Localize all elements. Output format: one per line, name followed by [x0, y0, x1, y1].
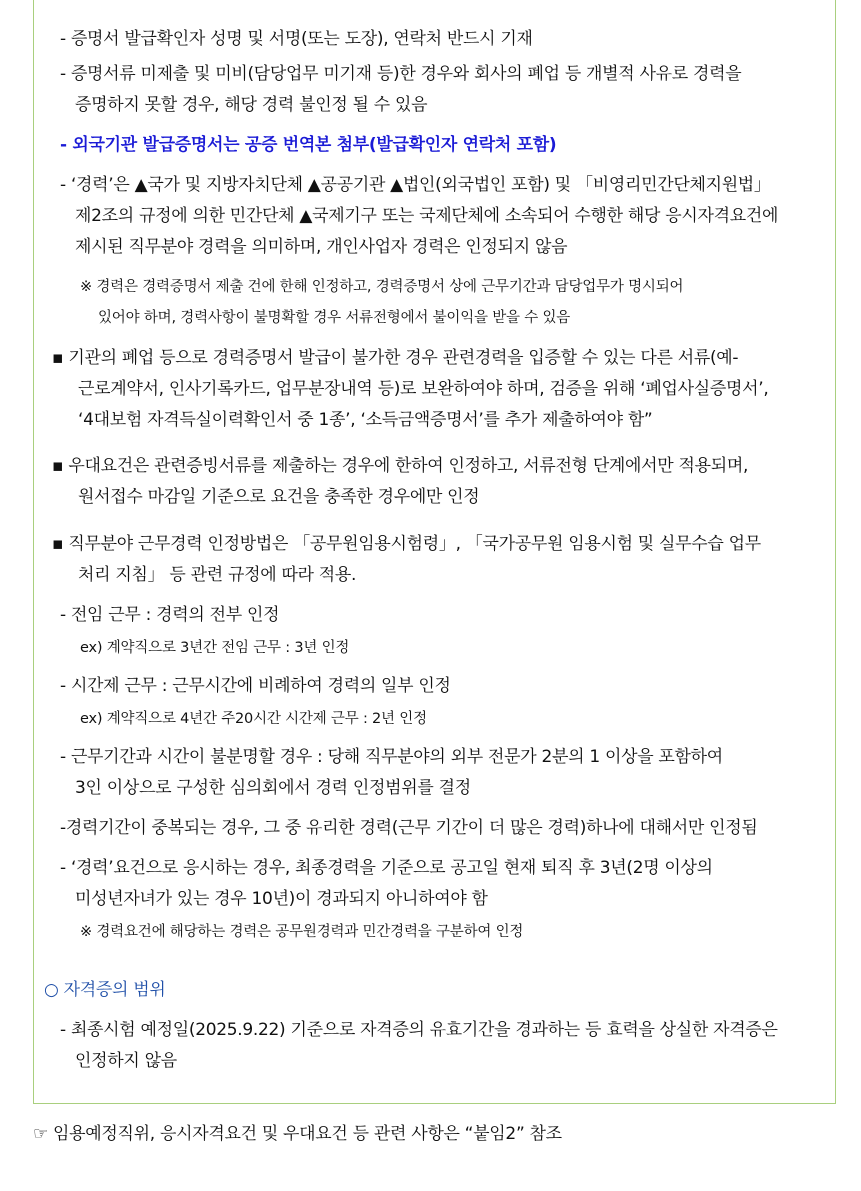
text-line: - 증명서류 미제출 및 미비(담당업무 미기재 등)한 경우와 회사의 폐업 등 개별적 사유로 경력을: [60, 64, 742, 84]
section-heading: ○ 자격증의 범위: [44, 980, 166, 1000]
bullet-line: ‘4대보험 자격득실이력확인서 중 1종’, ‘소득금액증명서’를 추가 제출하여야 함”: [78, 410, 653, 430]
example-line: ex) 계약직으로 4년간 주20시간 시간제 근무 : 2년 인정: [80, 711, 427, 727]
note-line: ※ 경력요건에 해당하는 경력은 공무원경력과 민간경력을 구분하여 인정: [80, 924, 524, 940]
highlight-line: - 외국기관 발급증명서는 공증 번역본 첨부(발급확인자 연락처 포함): [60, 135, 557, 155]
note-line: ※ 경력은 경력증명서 제출 건에 한해 인정하고, 경력증명서 상에 근무기간과 담당업무가 명시되어: [80, 279, 684, 295]
bullet-line: ▪ 우대요건은 관련증빙서류를 제출하는 경우에 한하여 인정하고, 서류전형 단계에서만 적용되며,: [52, 456, 749, 476]
bullet-line: 원서접수 마감일 기준으로 요건을 충족한 경우에만 인정: [78, 487, 480, 507]
text-line: - 최종시험 예정일(2025.9.22) 기준으로 자격증의 유효기간을 경과하는 등 효력을 상실한 자격증은: [60, 1020, 778, 1040]
text-line: - 전임 근무 : 경력의 전부 인정: [60, 605, 280, 625]
text-line: 증명하지 못할 경우, 해당 경력 불인정 될 수 있음: [75, 95, 428, 115]
text-line: -경력기간이 중복되는 경우, 그 중 유리한 경력(근무 기간이 더 많은 경력)하나에 대해서만 인정됨: [60, 818, 758, 838]
example-line: ex) 계약직으로 3년간 전임 근무 : 3년 인정: [80, 640, 350, 656]
bullet-line: 처리 지침」 등 관련 규정에 따라 적용.: [78, 565, 357, 585]
text-line: - 시간제 근무 : 근무시간에 비례하여 경력의 일부 인정: [60, 676, 451, 696]
text-line: 미성년자녀가 있는 경우 10년)이 경과되지 아니하여야 함: [75, 889, 488, 909]
text-line: - ‘경력’요건으로 응시하는 경우, 최종경력을 기준으로 공고일 현재 퇴직 후 3년(2명 이상의: [60, 858, 713, 878]
text-line: 3인 이상으로 구성한 심의회에서 경력 인정범위를 결정: [75, 778, 471, 798]
bullet-line: ▪ 기관의 폐업 등으로 경력증명서 발급이 불가한 경우 관련경력을 입증할 수 있는 다른 서류(예-: [52, 348, 739, 368]
footer-note: ☞ 임용예정직위, 응시자격요건 및 우대요건 등 관련 사항은 “붙임2” 참조: [33, 1124, 562, 1144]
text-line: - 근무기간과 시간이 불분명할 경우 : 당해 직무분야의 외부 전문가 2분의 1 이상을 포함하여: [60, 747, 723, 767]
bullet-line: ▪ 직무분야 근무경력 인정방법은 「공무원임용시험령」, 「국가공무원 임용시험 및 실무수습 업무: [52, 534, 761, 554]
note-line: 있어야 하며, 경력사항이 불명확할 경우 서류전형에서 불이익을 받을 수 있음: [98, 310, 571, 326]
text-line: 인정하지 않음: [75, 1051, 177, 1071]
text-line: - 증명서 발급확인자 성명 및 서명(또는 도장), 연락처 반드시 기재: [60, 29, 533, 49]
text-line: - ‘경력’은 ▲국가 및 지방자치단체 ▲공공기관 ▲법인(외국법인 포함) 및 「비영리민간단체지원법」: [60, 175, 771, 195]
text-line: 제시된 직무분야 경력을 의미하며, 개인사업자 경력은 인정되지 않음: [75, 237, 568, 257]
text-line: 제2조의 규정에 의한 민간단체 ▲국제기구 또는 국제단체에 소속되어 수행한 해당 응시자격요건에: [75, 206, 779, 226]
bullet-line: 근로계약서, 인사기록카드, 업무분장내역 등)로 보완하여야 하며, 검증을 위해 ‘폐업사실증명서’,: [78, 379, 769, 399]
